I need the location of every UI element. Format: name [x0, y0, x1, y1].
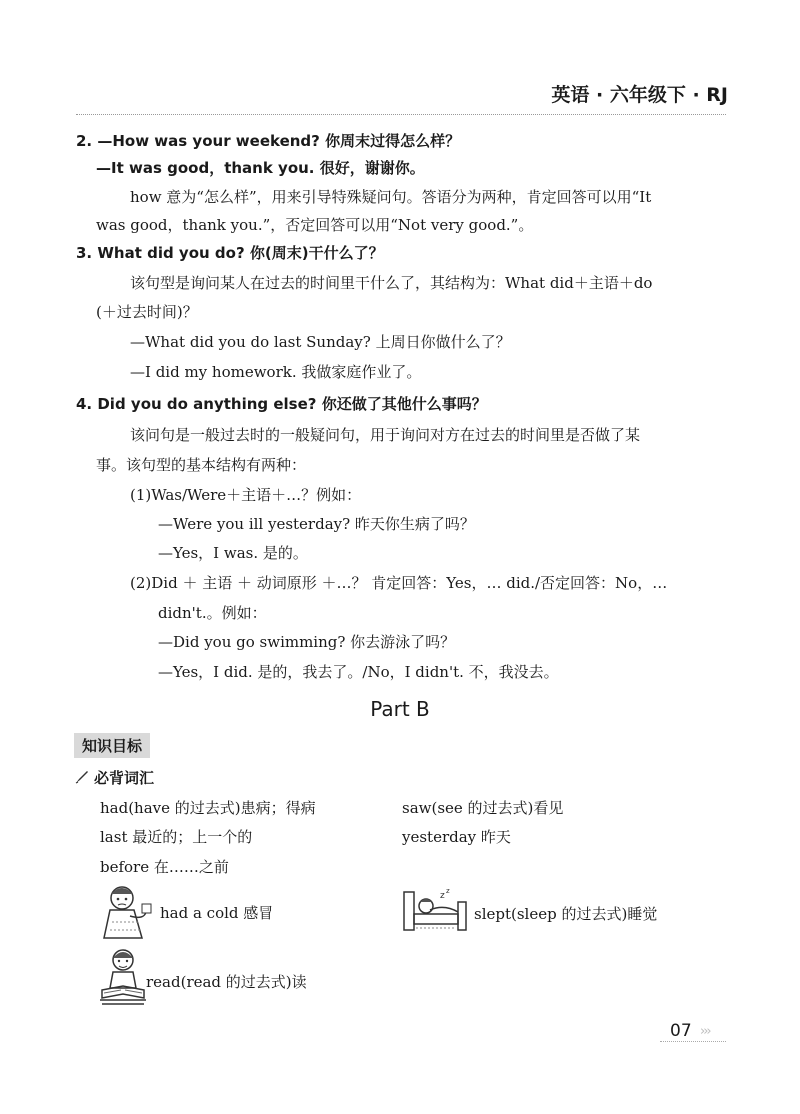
item-2-answer-cn: 很好，谢谢你。 [319, 159, 425, 177]
page-chevrons: ››› [700, 1024, 710, 1039]
item-4-explain-2: 事。该句型的基本结构有两种： [96, 456, 307, 474]
item-2-answer-en: —It was good，thank you. [96, 159, 320, 177]
item-2-question [76, 130, 460, 151]
phrase-had-a-cold: had a cold 感冒 [160, 904, 274, 922]
section-tag: 知识目标 [74, 733, 150, 758]
vocab-heading-label: 必背词汇 [94, 769, 155, 787]
item-2-explain-1: how 意为“怎么样”，用来引导特殊疑问句。答语分为两种，肯定回答可以用“It [130, 188, 652, 206]
phrase-read: read(read 的过去式)读 [146, 973, 307, 991]
page-number: 07 [670, 1021, 692, 1041]
item-2-explain-2: was good，thank you.”，否定回答可以用“Not very good.”。 [96, 216, 534, 234]
item-4-structure-2-example-2: —Yes，I did. 是的，我去了。/No，I didn't. 不，我没去。 [158, 663, 559, 681]
slept-illustration [400, 884, 470, 934]
svg-text:z: z [446, 887, 450, 895]
vocab-saw: saw(see 的过去式)看见 [402, 799, 564, 817]
pen-icon [74, 769, 90, 785]
vocab-yesterday: yesterday 昨天 [402, 828, 511, 846]
item-3-example-2: —I did my homework. 我做家庭作业了。 [130, 363, 422, 381]
page-header-title: 英语 · 六年级下 · RJ [551, 84, 728, 106]
footer-divider [660, 1041, 726, 1042]
item-4-structure-2-line-2: didn't.。例如： [158, 604, 267, 622]
item-4-question [76, 393, 487, 414]
item-4-question-en: 4. Did you do anything else? [76, 395, 322, 413]
read-illustration [98, 946, 148, 1008]
header-divider [76, 114, 726, 115]
phrase-slept: slept(sleep 的过去式)睡觉 [474, 905, 658, 923]
part-b-title: Part B [370, 697, 430, 721]
item-4-structure-2-example-1: —Did you go swimming? 你去游泳了吗？ [158, 633, 456, 651]
item-3-explain-1: 该句型是询问某人在过去的时间里干什么了，其结构为：What did＋主语＋do [130, 274, 653, 292]
item-2-answer [96, 157, 425, 178]
vocab-last: last 最近的；上一个的 [100, 828, 253, 846]
item-4-structure-2-line-1: (2)Did ＋ 主语 ＋ 动词原形 ＋…？ 肯定回答：Yes，… did./否定回答：No，… [130, 574, 668, 592]
svg-text:z: z [440, 891, 445, 901]
item-4-structure-1: (1)Was/Were＋主语＋…？例如： [130, 486, 362, 504]
item-4-explain-1: 该问句是一般过去时的一般疑问句，用于询问对方在过去的时间里是否做了某 [130, 426, 641, 444]
item-4-structure-1-example-1: —Were you ill yesterday? 昨天你生病了吗？ [158, 515, 475, 533]
item-3-question-cn: 你(周末)干什么了？ [249, 244, 384, 262]
item-3-example-1: —What did you do last Sunday? 上周日你做什么了？ [130, 333, 511, 351]
item-4-structure-1-example-2: —Yes，I was. 是的。 [158, 544, 308, 562]
vocab-had: had(have 的过去式)患病；得病 [100, 799, 316, 817]
item-2-question-en: 2. —How was your weekend? [76, 132, 326, 150]
item-3-question-en: 3. What did you do? [76, 244, 250, 262]
vocab-before: before 在……之前 [100, 858, 229, 876]
item-3-question [76, 242, 384, 263]
item-2-question-cn: 你周末过得怎么样？ [325, 132, 461, 150]
had-a-cold-illustration [100, 882, 156, 940]
item-3-explain-2: (＋过去时间)？ [96, 303, 198, 321]
vocab-heading [74, 767, 154, 788]
item-4-question-cn: 你还做了其他什么事吗？ [321, 395, 487, 413]
